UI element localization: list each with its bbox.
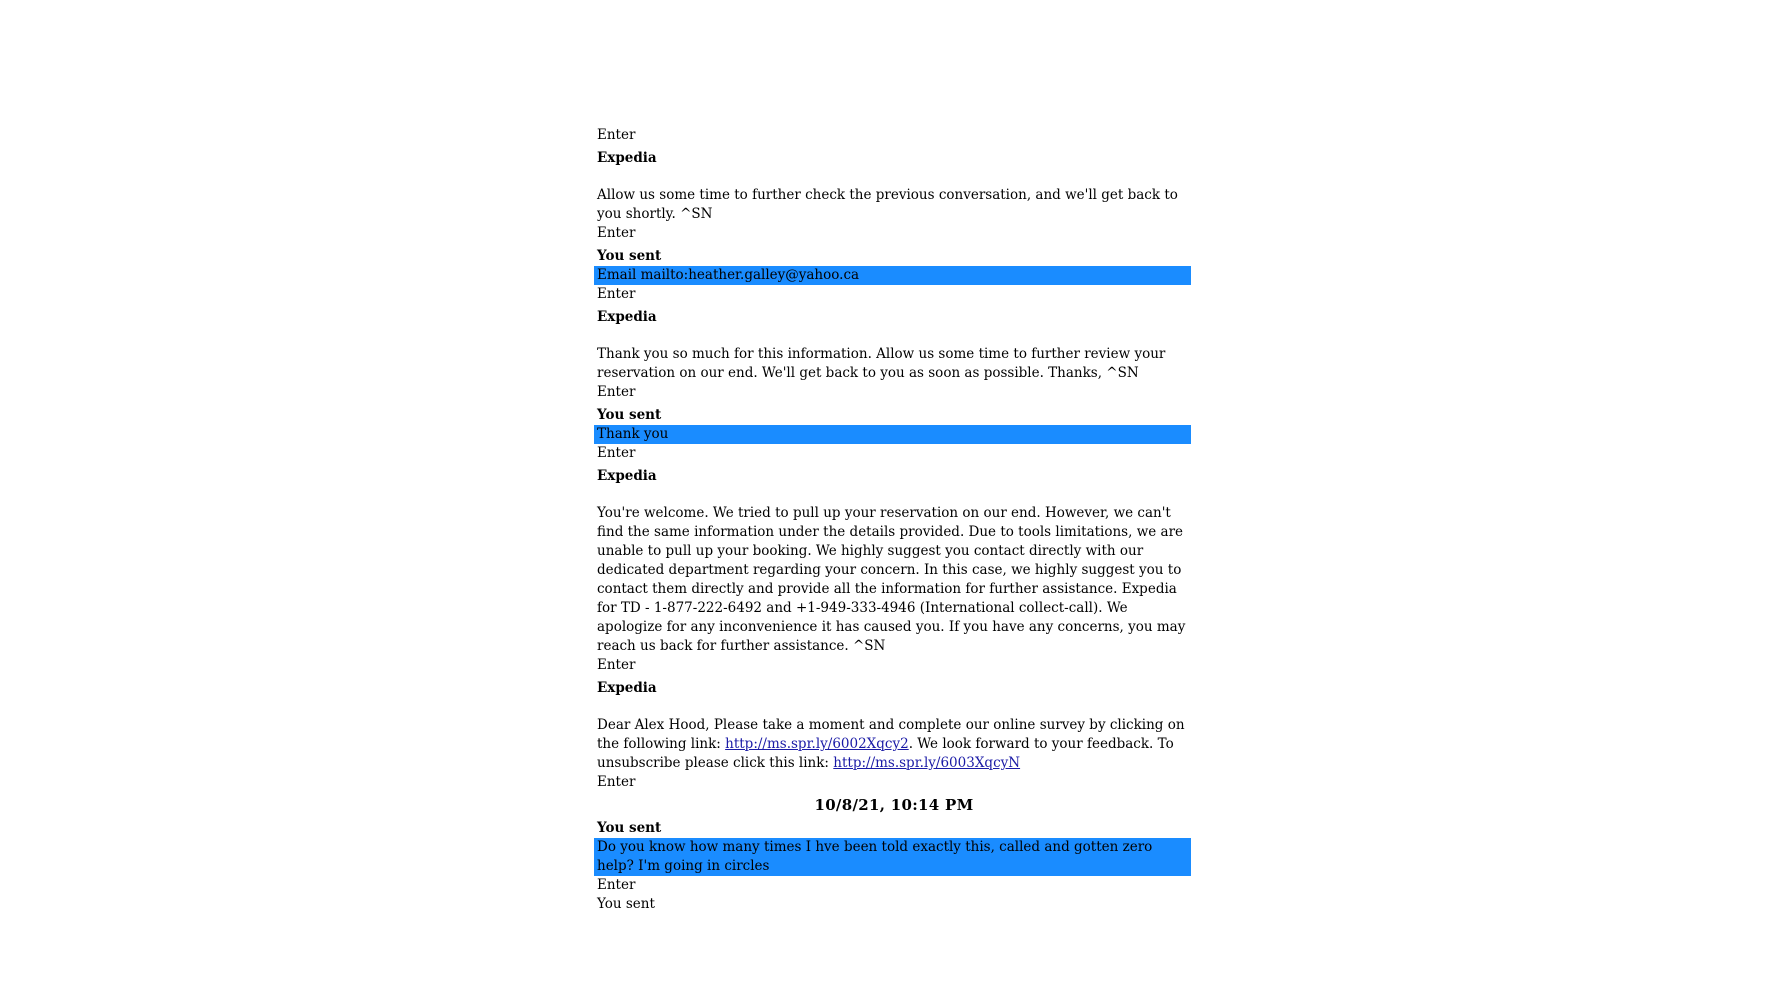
plain-line: You sent bbox=[597, 896, 655, 912]
survey-message bbox=[597, 716, 1191, 773]
agent-message: Allow us some time to further check the previous conversation, and we'll get back to you shortly. ^SN bbox=[597, 187, 1183, 222]
enter-label: Enter bbox=[597, 286, 636, 302]
enter-label: Enter bbox=[597, 774, 636, 790]
enter-label: Enter bbox=[597, 225, 636, 241]
enter-label: Enter bbox=[597, 384, 636, 400]
sender-name: You sent bbox=[597, 248, 662, 264]
sender-name: Expedia bbox=[597, 468, 657, 484]
sender-name: Expedia bbox=[597, 309, 657, 325]
sender-name: You sent bbox=[597, 820, 662, 836]
enter-label: Enter bbox=[597, 657, 636, 673]
agent-message: Thank you so much for this information. Allow us some time to further review your reservation on our end. We'll get back to you as soon as possible. Thanks, ^SN bbox=[597, 346, 1170, 381]
message-text: . We look forward to your feedback. To unsubscribe please click this link: bbox=[597, 736, 1179, 771]
user-message-highlighted: Email mailto:heather.galley@yahoo.ca bbox=[594, 266, 1191, 285]
unsubscribe-link[interactable]: http://ms.spr.ly/6003XqcyN bbox=[833, 755, 1021, 771]
agent-message: You're welcome. We tried to pull up your reservation on our end. However, we can't find the same information under the details provided. Due to tools limitations, we are unable to pull up your booking. We highly suggest you contact directly with our dedicated department regarding your concern. In this case, we highly suggest you to contact them directly and provide all the information for further assistance. Expedia for TD - 1-877-222-6492 and +1-949-333-4946 (International collect-call). We apologize for any inconvenience it has caused you. If you have any concerns, you may reach us back for further assistance. ^SN bbox=[597, 505, 1190, 654]
date-separator: 10/8/21, 10:14 PM bbox=[814, 796, 974, 814]
survey-link[interactable]: http://ms.spr.ly/6002Xqcy2 bbox=[725, 736, 909, 752]
chat-transcript bbox=[597, 126, 1191, 914]
message-text: Dear Alex Hood, Please take a moment and complete our online survey by clicking on the following link: bbox=[597, 717, 1189, 752]
sender-name: Expedia bbox=[597, 680, 657, 696]
user-message-highlighted: Thank you bbox=[594, 425, 1191, 444]
sender-name: You sent bbox=[597, 407, 662, 423]
enter-label: Enter bbox=[597, 877, 636, 893]
user-message-highlighted: Do you know how many times I hve been told exactly this, called and gotten zero help? I'm going in circles bbox=[594, 838, 1191, 876]
enter-label: Enter bbox=[597, 445, 636, 461]
sender-name: Expedia bbox=[597, 150, 657, 166]
enter-label: Enter bbox=[597, 127, 636, 143]
